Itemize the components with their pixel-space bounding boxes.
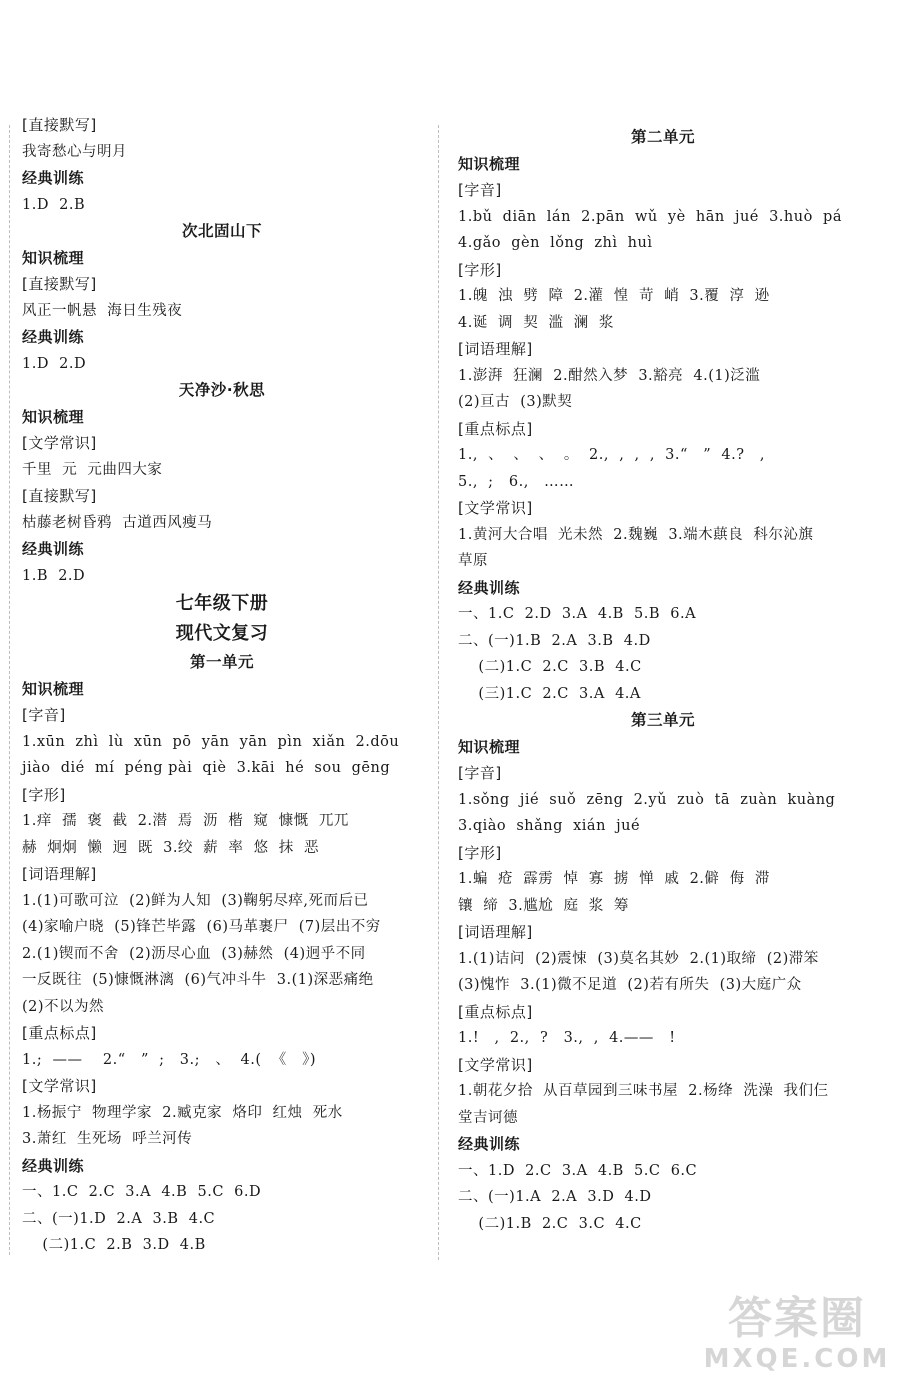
text-line: (三)1.C 2.C 3.A 4.A xyxy=(458,685,641,702)
text-line: 赫 炯炯 懒 迥 既 3.绞 薪 率 悠 抹 恶 xyxy=(22,839,320,856)
text-line: 1.澎湃 狂澜 2.酣然入梦 3.豁亮 4.(1)泛滥 xyxy=(458,367,761,384)
left-margin-rule xyxy=(9,125,10,1255)
lesson-title: 次北固山下 xyxy=(181,222,262,240)
lesson-title: 第一单元 xyxy=(189,653,254,671)
text-line: 1.黄河大合唱 光未然 2.魏巍 3.端木蕻良 科尔沁旗 xyxy=(458,526,814,543)
text-line: 一、1.C 2.D 3.A 4.B 5.B 6.A xyxy=(458,606,697,622)
text-line: (4)家喻户晓 (5)锋芒毕露 (6)马革裹尸 (7)层出不穷 xyxy=(22,919,381,935)
text-line: 二、(一)1.B 2.A 3.B 4.D xyxy=(458,632,651,649)
lesson-title: 天净沙·秋思 xyxy=(178,381,266,399)
subsection-label: [重点标点] xyxy=(458,419,533,438)
section-heading: 知识梳理 xyxy=(458,154,521,173)
chapter-title: 现代文复习 xyxy=(175,623,269,644)
text-line: 一、1.C 2.C 3.A 4.B 5.C 6.D xyxy=(22,1184,262,1200)
text-line: 二、(一)1.A 2.A 3.D 4.D xyxy=(458,1189,652,1205)
text-line: (二)1.C 2.C 3.B 4.C xyxy=(458,659,642,675)
lesson-title: 第三单元 xyxy=(630,711,695,729)
text-line: jiào dié mí péng pài qiè 3.kāi hé sou gēng xyxy=(22,760,391,776)
subsection-label: [文学常识] xyxy=(458,1055,533,1074)
subsection-label: [直接默写] xyxy=(22,116,97,134)
subsection-label: [字形] xyxy=(22,785,66,804)
subsection-label: [文学常识] xyxy=(22,1077,97,1095)
text-line: 一反既往 (5)慷慨淋漓 (6)气冲斗牛 3.(1)深恶痛绝 xyxy=(22,972,374,988)
text-line: 镶 缔 3.尴尬 庭 浆 筹 xyxy=(458,897,629,914)
lesson-title: 第二单元 xyxy=(630,128,695,146)
text-line: (3)愧怍 3.(1)微不足道 (2)若有所失 (3)大庭广众 xyxy=(458,977,802,993)
text-line: (2)不以为然 xyxy=(22,998,105,1015)
text-line: 1.蝙 疮 霹雳 悼 寡 掳 惮 戚 2.僻 侮 滞 xyxy=(458,871,770,887)
column-divider xyxy=(438,125,439,1260)
text-line: 风正一帆悬 海日生残夜 xyxy=(22,302,183,319)
text-line: 1.! , 2., ? 3., , 4.—— ! xyxy=(458,1030,676,1046)
section-heading: 知识梳理 xyxy=(22,248,85,267)
section-heading: 经典训练 xyxy=(22,1156,85,1175)
text-line: (二)1.B 2.C 3.C 4.C xyxy=(458,1215,642,1232)
text-line: 一、1.D 2.C 3.A 4.B 5.C 6.C xyxy=(458,1162,698,1179)
subsection-label: [直接默写] xyxy=(22,487,97,505)
text-line: 1.D 2.B xyxy=(22,196,86,213)
subsection-label: [直接默写] xyxy=(22,275,97,293)
section-heading: 经典训练 xyxy=(458,578,521,597)
text-line: 二、(一)1.D 2.A 3.B 4.C xyxy=(22,1210,216,1227)
watermark-url: MXQE.COM xyxy=(703,1344,891,1374)
subsection-label: [文学常识] xyxy=(22,434,97,452)
section-heading: 经典训练 xyxy=(458,1135,521,1153)
subsection-label: [词语理解] xyxy=(458,340,533,358)
section-heading: 经典训练 xyxy=(22,328,85,346)
subsection-label: [字形] xyxy=(458,843,502,862)
text-line: 1.痒 孺 褒 截 2.潜 焉 沥 楷 窥 慷慨 兀兀 xyxy=(22,813,349,829)
text-line: 我寄愁心与明月 xyxy=(22,143,127,160)
text-line: 4.诞 调 契 滥 澜 浆 xyxy=(458,314,614,331)
subsection-label: [文学常识] xyxy=(458,499,533,517)
section-heading: 知识梳理 xyxy=(22,679,85,698)
text-line: 堂吉诃德 xyxy=(458,1109,518,1126)
text-line: 草原 xyxy=(458,553,488,569)
text-line: 1.朝花夕拾 从百草园到三味书屋 2.杨绛 洗澡 我们仨 xyxy=(458,1083,829,1099)
subsection-label: [词语理解] xyxy=(22,865,97,883)
text-line: 1., 、 、 、 。 2., , , , 3.“ ” 4.? , xyxy=(458,447,765,463)
text-line: 1.魄 浊 劈 障 2.灌 惶 苛 峭 3.覆 淳 逊 xyxy=(458,288,770,304)
text-line: 4.gǎo gèn lǒng zhì huì xyxy=(458,235,653,251)
subsection-label: [字形] xyxy=(458,260,502,279)
text-line: 1.(1)诘问 (2)震悚 (3)莫名其妙 2.(1)取缔 (2)滞笨 xyxy=(458,950,819,967)
section-heading: 经典训练 xyxy=(22,540,85,558)
text-line: 1.杨振宁 物理学家 2.臧克家 烙印 红烛 死水 xyxy=(22,1104,343,1121)
watermark xyxy=(702,1294,892,1384)
subsection-label: [字音] xyxy=(22,706,66,724)
watermark-logo: 答案圈 xyxy=(728,1293,866,1344)
left-column xyxy=(22,112,422,1259)
subsection-label: [字音] xyxy=(458,181,502,199)
text-line: (2)亘古 (3)默契 xyxy=(458,394,573,410)
text-line: 5., ; 6., …… xyxy=(458,473,575,490)
section-heading: 知识梳理 xyxy=(22,407,85,426)
section-heading: 知识梳理 xyxy=(458,737,521,756)
text-line: 1.(1)可歌可泣 (2)鲜为人知 (3)鞠躬尽瘁,死而后已 xyxy=(22,892,369,909)
text-line: 1.bǔ diān lán 2.pān wǔ yè hān jué 3.huò pá xyxy=(458,208,842,225)
text-line: 3.萧红 生死场 呼兰河传 xyxy=(22,1131,193,1147)
subsection-label: [重点标点] xyxy=(458,1002,533,1021)
text-line: (二)1.C 2.B 3.D 4.B xyxy=(22,1237,206,1253)
text-line: 1.B 2.D xyxy=(22,567,86,584)
text-line: 3.qiào shǎng xián jué xyxy=(458,818,641,834)
text-line: 1.; —— 2.“ ” ; 3.; 、 4.( 《 》) xyxy=(22,1051,317,1068)
text-line: 1.sǒng jié suǒ zēng 2.yǔ zuò tā zuàn kuàng xyxy=(458,791,836,808)
text-line: 1.xūn zhì lù xūn pō yān yān pìn xiǎn 2.dōu xyxy=(22,733,400,750)
subsection-label: [重点标点] xyxy=(22,1024,97,1042)
text-line: 千里 元 元曲四大家 xyxy=(22,461,163,478)
chapter-title: 七年级下册 xyxy=(175,593,269,614)
right-column xyxy=(458,124,868,1237)
text-line: 2.(1)锲而不舍 (2)沥尽心血 (3)赫然 (4)迥乎不同 xyxy=(22,945,366,962)
text-line: 1.D 2.D xyxy=(22,355,87,372)
text-line: 枯藤老树昏鸦 古道西风瘦马 xyxy=(22,514,213,531)
subsection-label: [词语理解] xyxy=(458,923,533,941)
section-heading: 经典训练 xyxy=(22,169,85,187)
subsection-label: [字音] xyxy=(458,764,502,782)
